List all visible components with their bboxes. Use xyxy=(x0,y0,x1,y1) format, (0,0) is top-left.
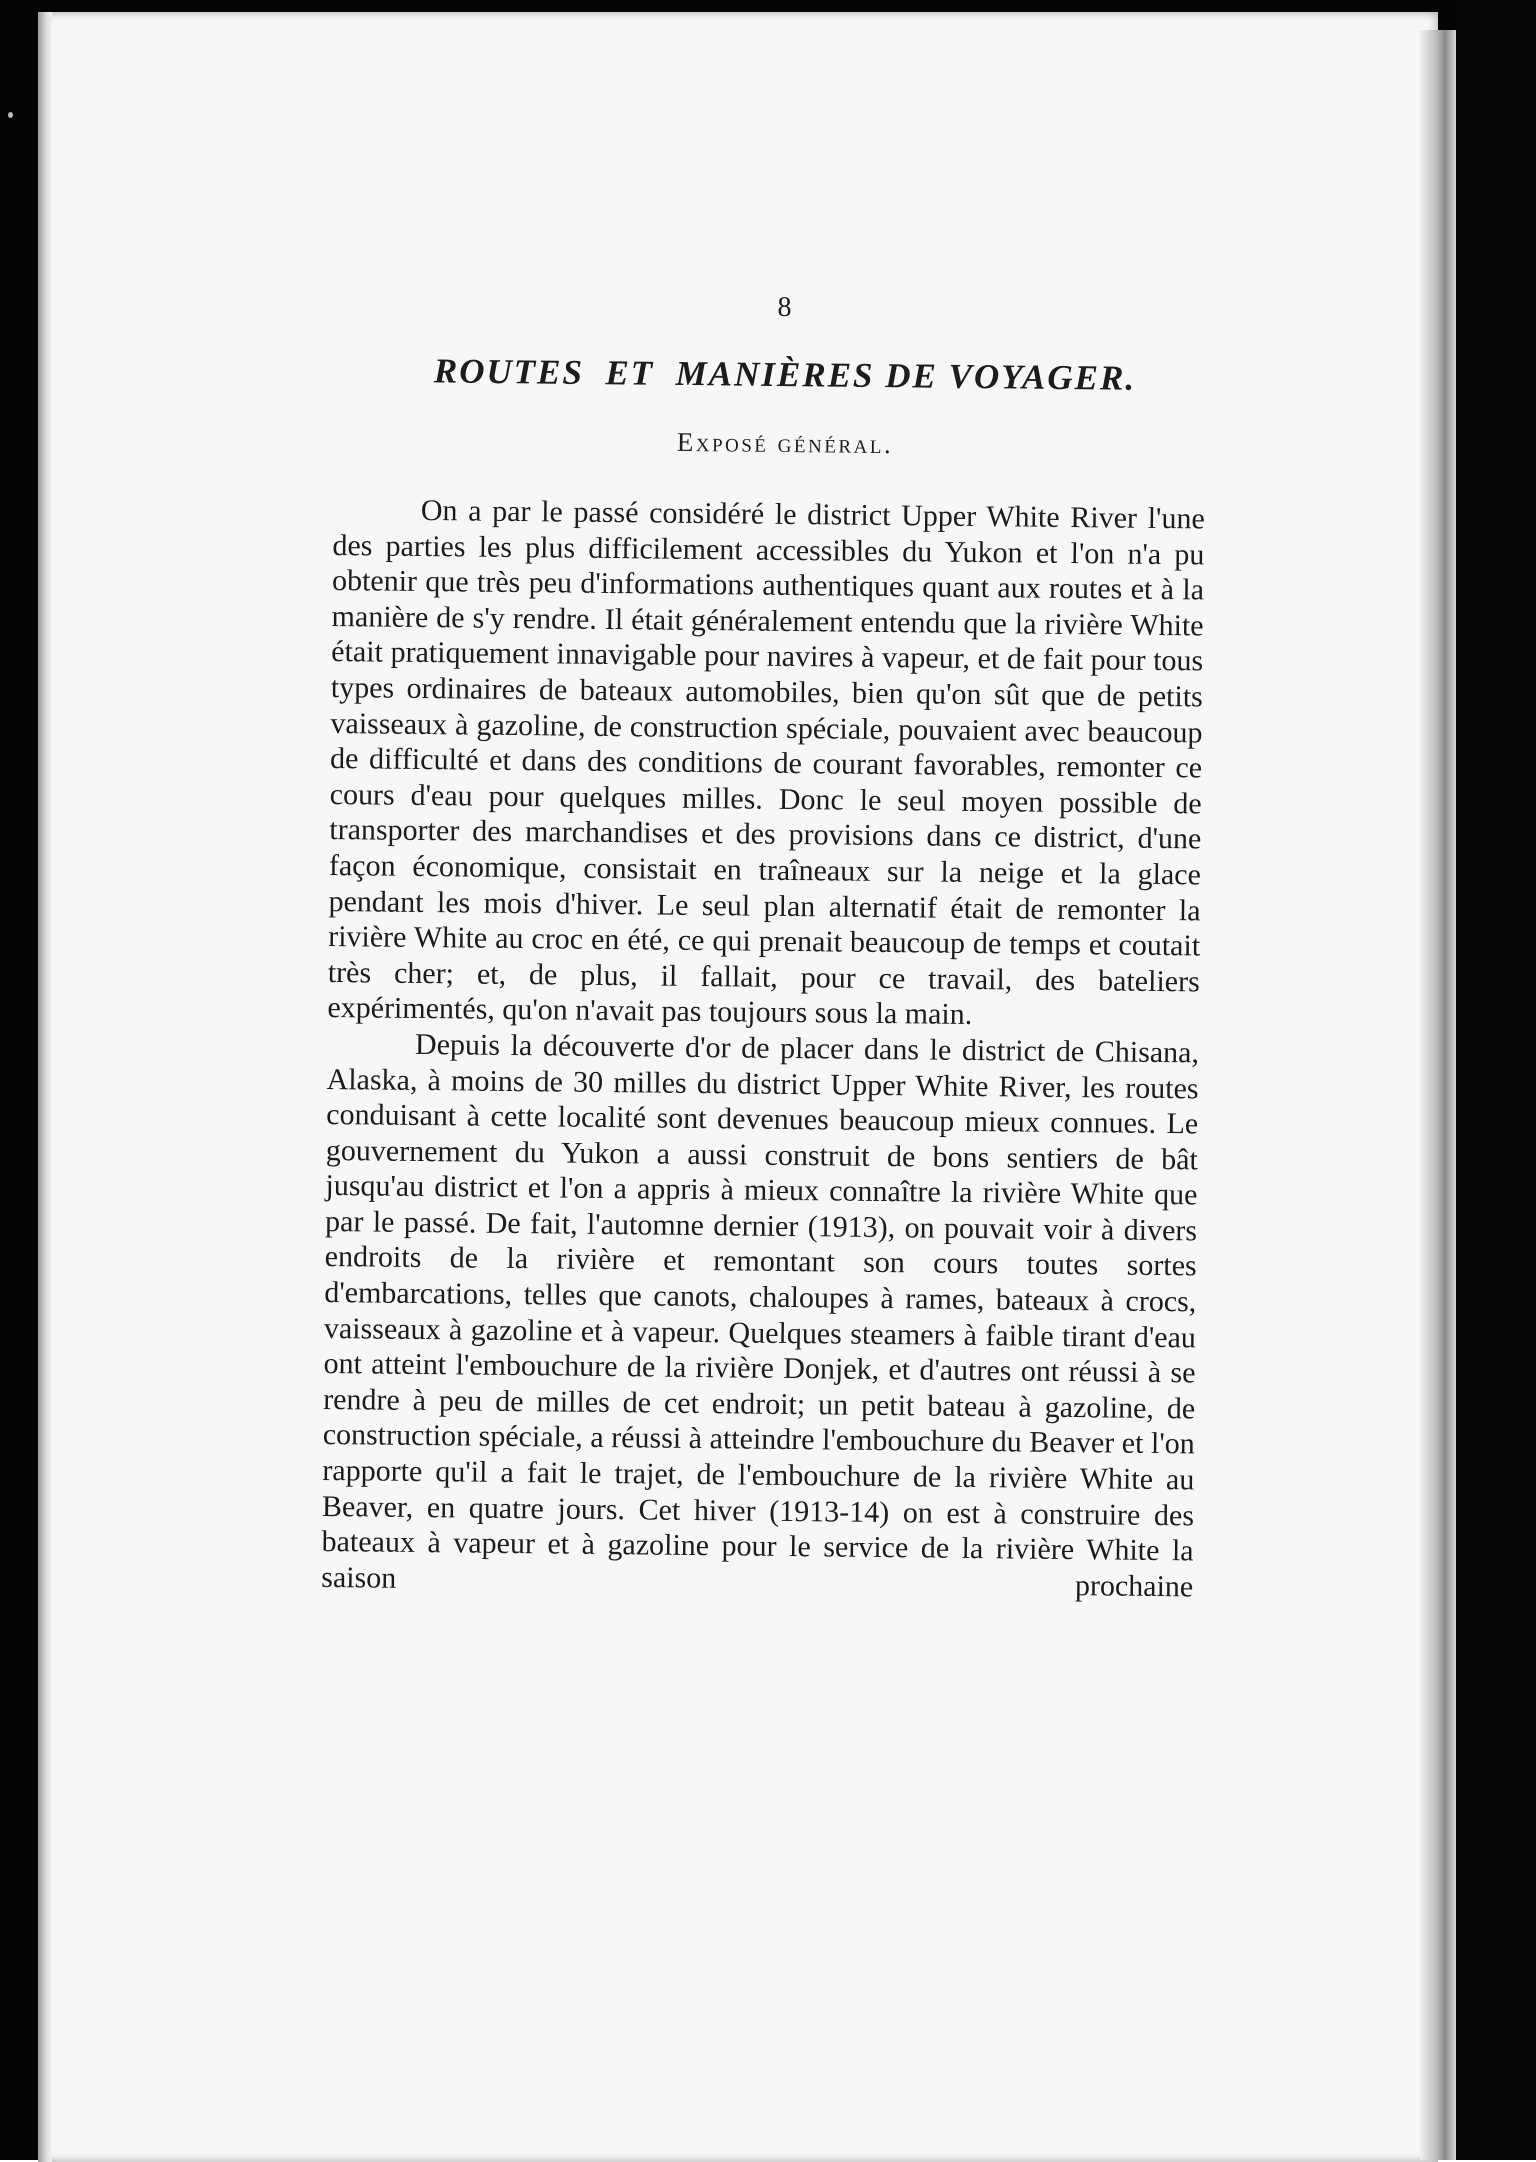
paragraph-2: Depuis la découverte d'or de placer dans le district de Chisana, Alaska, à moins de 30 milles du district Upper White River, les routes conduisant à cette localité sont devenues beaucoup mieux connues. Le gouvernement du Yukon a aussi construit de bons sentiers de bât jusqu'au district et l'on a appris à mieux connaître la rivière White que par le passé. De fait, l'automne dernier (1913), on pouvait voir à divers endroits de la rivière et remontant son cours toutes sortes d'embarcations, telles que canots, chaloupes à rames, bateaux à crocs, vaisseaux à gazoline et à vapeur. Quelques steamers à faible tirant d'eau ont atteint l'embouchure de la rivière Donjek, et d'autres ont réussi à se rendre à peu de milles de cet endroit; un petit bateau à gazoline, de construction spéciale, a réussi à atteindre l'embouchure du Beaver et l'on rapporte qu'il a fait le trajet, de l'embouchure de la rivière White au Beaver, en quatre jours. Cet hiver (1913-14) on est à construire des bateaux à vapeur et à gazoline pour le service de la rivière White la saison prochaine xyxy=(321,1027,1200,1604)
chapter-title: ROUTES ET MANIÈRES DE VOYAGER. xyxy=(433,351,1137,398)
page-left-gutter xyxy=(38,12,52,2162)
body-text xyxy=(321,492,1205,1605)
page-number: 8 xyxy=(777,292,793,323)
paragraph-1: On a par le passé considéré le district Upper White River l'une des parties les plus difficilement accessibles du Yukon et l'on n'a pu obtenir que très peu d'informations authentiques quant aux routes et à la manière de s'y rendre. Il était généralement entendu que la rivière White était pratiquement innavigable pour navires à vapeur, et de fait pour tous types ordinaires de bateaux automobiles, bien qu'on sût que de petits vaisseaux à gazoline, de construction spéciale, pouvaient avec beaucoup de difficulté et dans des conditions de courant favorables, remonter ce cours d'eau pour quelques milles. Donc le seul moyen possible de transporter des marchandises et des provisions dans ce district, d'une façon économique, consistait en traîneaux sur la neige et la glace pendant les mois d'hiver. Le seul plan alternatif était de remonter la rivière White au croc en été, ce qui prenait beaucoup de temps et coutait très cher; et, de plus, il fallait, pour ce travail, des bateliers expérimentés, qu'on n'avait pas toujours sous la main. xyxy=(327,493,1205,1032)
page-right-edge xyxy=(1420,30,1456,2160)
scan-right-border xyxy=(1456,0,1536,2160)
section-heading: Exposé général. xyxy=(676,426,894,460)
scan-speck xyxy=(8,112,13,118)
